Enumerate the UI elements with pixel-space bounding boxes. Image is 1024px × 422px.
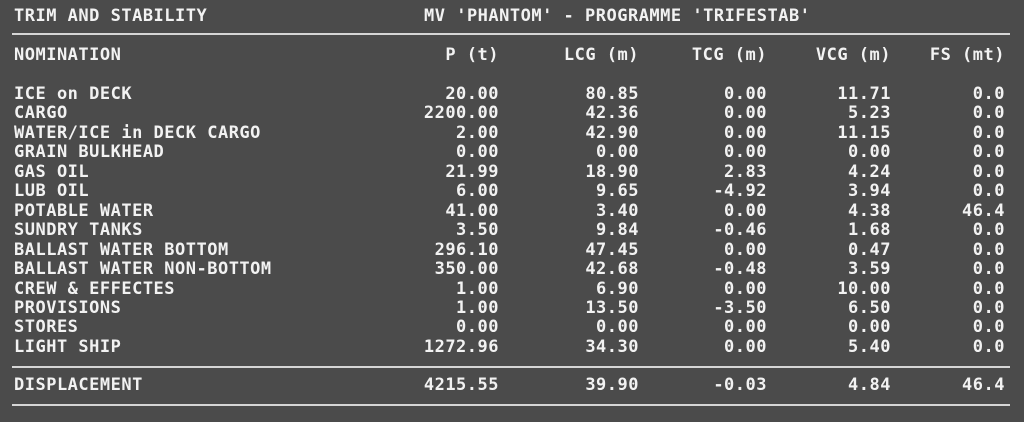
total-vcg: 4.84 xyxy=(848,375,891,395)
row-p: 1272.96 xyxy=(423,337,499,357)
row-tcg: 0.00 xyxy=(724,84,767,104)
table-row xyxy=(14,280,1009,299)
row-p: 20.00 xyxy=(445,84,499,104)
row-p: 1.00 xyxy=(456,279,499,299)
row-vcg: 0.00 xyxy=(848,317,891,337)
row-fs: 0.0 xyxy=(972,298,1005,318)
bottom-divider xyxy=(12,404,1010,406)
table-row xyxy=(14,124,1009,143)
row-name: CARGO xyxy=(14,103,68,123)
row-name: GRAIN BULKHEAD xyxy=(14,142,165,162)
row-name: CREW & EFFECTES xyxy=(14,279,176,299)
row-vcg: 11.15 xyxy=(837,123,891,143)
row-vcg: 4.24 xyxy=(848,162,891,182)
row-lcg: 0.00 xyxy=(596,142,639,162)
table-row xyxy=(14,202,1009,221)
row-lcg: 34.30 xyxy=(585,337,639,357)
row-fs: 0.0 xyxy=(972,259,1005,279)
row-p: 3.50 xyxy=(456,220,499,240)
row-vcg: 3.59 xyxy=(848,259,891,279)
row-vcg: 3.94 xyxy=(848,181,891,201)
row-name: BALLAST WATER NON-BOTTOM xyxy=(14,259,272,279)
table-row xyxy=(14,241,1009,260)
table-row xyxy=(14,221,1009,240)
row-p: 0.00 xyxy=(456,142,499,162)
total-tcg: -0.03 xyxy=(713,375,767,395)
row-tcg: -0.48 xyxy=(713,259,767,279)
row-vcg: 5.40 xyxy=(848,337,891,357)
row-tcg: 2.83 xyxy=(724,162,767,182)
row-vcg: 0.47 xyxy=(848,240,891,260)
row-lcg: 80.85 xyxy=(585,84,639,104)
row-lcg: 9.84 xyxy=(596,220,639,240)
row-p: 1.00 xyxy=(456,298,499,318)
title-bar xyxy=(14,7,1004,29)
row-vcg: 10.00 xyxy=(837,279,891,299)
column-header-p: P (t) xyxy=(445,45,499,65)
row-name: PROVISIONS xyxy=(14,298,122,318)
row-tcg: 0.00 xyxy=(724,240,767,260)
table-row xyxy=(14,143,1009,162)
row-lcg: 3.40 xyxy=(596,201,639,221)
row-name: GAS OIL xyxy=(14,162,90,182)
row-name: BALLAST WATER BOTTOM xyxy=(14,240,229,260)
column-header-lcg: LCG (m) xyxy=(563,45,639,65)
table-row xyxy=(14,182,1009,201)
row-p: 0.00 xyxy=(456,317,499,337)
total-divider xyxy=(12,366,1010,368)
row-fs: 46.4 xyxy=(962,201,1005,221)
displacement-total-row xyxy=(14,376,1009,398)
row-tcg: -4.92 xyxy=(713,181,767,201)
table-row xyxy=(14,104,1009,123)
row-vcg: 1.68 xyxy=(848,220,891,240)
row-lcg: 13.50 xyxy=(585,298,639,318)
column-header-fs: FS (mt) xyxy=(929,45,1005,65)
row-tcg: -0.46 xyxy=(713,220,767,240)
row-tcg: 0.00 xyxy=(724,123,767,143)
row-fs: 0.0 xyxy=(972,220,1005,240)
row-name: POTABLE WATER xyxy=(14,201,154,221)
row-fs: 0.0 xyxy=(972,142,1005,162)
row-lcg: 6.90 xyxy=(596,279,639,299)
row-lcg: 42.68 xyxy=(585,259,639,279)
total-p: 4215.55 xyxy=(423,375,499,395)
row-p: 350.00 xyxy=(434,259,499,279)
table-row xyxy=(14,85,1009,104)
row-fs: 0.0 xyxy=(972,181,1005,201)
table-row xyxy=(14,163,1009,182)
header-divider xyxy=(12,33,1010,35)
row-vcg: 4.38 xyxy=(848,201,891,221)
row-lcg: 9.65 xyxy=(596,181,639,201)
row-tcg: 0.00 xyxy=(724,279,767,299)
row-name: LUB OIL xyxy=(14,181,90,201)
row-name: ICE on DECK xyxy=(14,84,133,104)
row-name: SUNDRY TANKS xyxy=(14,220,143,240)
table-row xyxy=(14,318,1009,337)
row-fs: 0.0 xyxy=(972,317,1005,337)
row-p: 21.99 xyxy=(445,162,499,182)
row-lcg: 42.36 xyxy=(585,103,639,123)
row-p: 41.00 xyxy=(445,201,499,221)
table-row xyxy=(14,260,1009,279)
row-p: 296.10 xyxy=(434,240,499,260)
row-p: 6.00 xyxy=(456,181,499,201)
row-fs: 0.0 xyxy=(972,84,1005,104)
row-tcg: 0.00 xyxy=(724,103,767,123)
row-lcg: 18.90 xyxy=(585,162,639,182)
total-lcg: 39.90 xyxy=(585,375,639,395)
row-fs: 0.0 xyxy=(972,123,1005,143)
row-vcg: 11.71 xyxy=(837,84,891,104)
row-fs: 0.0 xyxy=(972,337,1005,357)
row-lcg: 47.45 xyxy=(585,240,639,260)
row-fs: 0.0 xyxy=(972,279,1005,299)
row-fs: 0.0 xyxy=(972,103,1005,123)
row-p: 2200.00 xyxy=(423,103,499,123)
total-fs: 46.4 xyxy=(962,375,1005,395)
row-vcg: 5.23 xyxy=(848,103,891,123)
row-fs: 0.0 xyxy=(972,240,1005,260)
row-name: STORES xyxy=(14,317,79,337)
column-header-row xyxy=(14,46,1009,68)
row-tcg: 0.00 xyxy=(724,201,767,221)
row-vcg: 6.50 xyxy=(848,298,891,318)
row-name: LIGHT SHIP xyxy=(14,337,122,357)
row-tcg: -3.50 xyxy=(713,298,767,318)
row-vcg: 0.00 xyxy=(848,142,891,162)
row-tcg: 0.00 xyxy=(724,142,767,162)
row-lcg: 42.90 xyxy=(585,123,639,143)
table-row xyxy=(14,299,1009,318)
row-lcg: 0.00 xyxy=(596,317,639,337)
column-header-vcg: VCG (m) xyxy=(815,45,891,65)
row-name: WATER/ICE in DECK CARGO xyxy=(14,123,261,143)
column-header-nomination: NOMINATION xyxy=(14,45,122,65)
column-header-tcg: TCG (m) xyxy=(691,45,767,65)
vessel-programme-title: MV 'PHANTOM' - PROGRAMME 'TRIFESTAB' xyxy=(424,6,811,26)
row-fs: 0.0 xyxy=(972,162,1005,182)
screen-title: TRIM AND STABILITY xyxy=(14,6,208,26)
row-tcg: 0.00 xyxy=(724,337,767,357)
table-row xyxy=(14,338,1009,357)
row-p: 2.00 xyxy=(456,123,499,143)
total-name: DISPLACEMENT xyxy=(14,375,143,395)
row-tcg: 0.00 xyxy=(724,317,767,337)
